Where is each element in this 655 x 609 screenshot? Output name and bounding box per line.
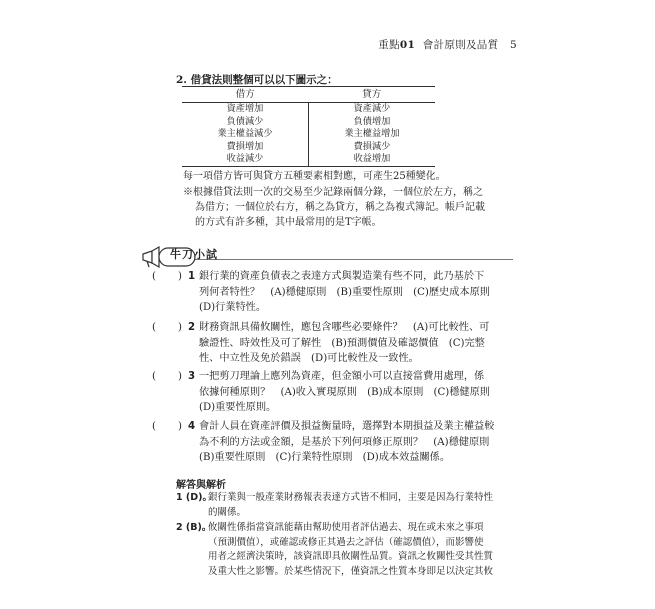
credit-column [309,103,435,166]
quiz-question-4 [152,419,512,466]
answer-line: 的關係。 [208,506,247,518]
credit-item: 費損減少 [353,140,391,152]
debit-header: 借方 [235,89,255,100]
note-line: ※根據借貸法則一次的交易至少記錄兩個分錄，一個位於左方，稱之 [183,187,483,198]
question-text [199,269,512,316]
credit-item: 業主權益增加 [344,128,400,140]
table-bottom-rule [182,166,435,167]
question-line: 性、中立性及免於錯誤 (D)可比較性及一致性。 [199,353,419,364]
note-combinations: 每一項借方皆可與貸方五種要素相對應，可產生25種變化。 [183,171,446,182]
debit-credit-table [182,86,435,167]
section-title: 2. 借貸法則整個可以以下圖示之： [176,74,338,86]
note-double-entry [183,185,513,230]
debit-item: 收益減少 [226,153,264,165]
header-prefix: 重點 [378,39,400,51]
quiz-question-2 [152,320,512,367]
question-line: 驗證性、時效性及可了解性 (B)預測價值及確認價值 (C)完整 [199,337,485,349]
note-line: 的方式有許多種，其中最常用的是T字帳。 [195,217,382,228]
credit-header: 貸方 [362,89,382,100]
table-body [182,103,435,166]
answer-paren-left: ( [152,421,156,432]
header-number: 01 [399,39,416,51]
answer-paren-right: ) [178,371,182,382]
question-line: 列何者特性？ (A)穩健原則 (B)重要性原則 (C)歷史成本原則 [199,286,490,298]
question-line: 為不利的方法或金額，是基於下列何項修正原則？ (A)穩健原則 [199,436,490,448]
question-line: (D)重要性原則。 [199,402,277,413]
answer-paren-left: ( [152,322,156,333]
question-number: 4 [188,421,196,432]
question-text [199,419,512,466]
question-number: 3 [188,371,196,382]
debit-item: 費損增加 [226,140,264,152]
answer-item-1 [176,491,516,520]
answer-line: 及重大性之影響。於某些情況下，僅資訊之性質本身即足以決定其攸 [208,565,494,577]
answer-line: 用者之經濟決策時，該資訊即具攸關性品質。資訊之攸關性受其性質 [208,551,494,562]
answer-line: 銀行業與一般產業財務報表表達方式皆不相同，主要是因為行業特性 [208,492,494,503]
question-number: 2 [188,322,196,333]
question-line: (B)重要性原則 (C)行業特性原則 (D)成本效益關係。 [199,452,451,463]
page-number: 5 [510,39,517,51]
debit-item: 負債減少 [226,115,264,127]
quiz-title: 牛刀小試 [170,248,218,261]
answer-text [208,491,516,520]
answer-paren-right: ) [178,322,182,333]
answers-title: 解答與解析 [176,480,226,491]
question-line: 依據何種原則？ (A)收入實現原則 (B)成本原則 (C)穩健原則 [199,386,490,398]
question-line: 財務資訊具備攸關性，應包含哪些必要條件？ (A)可比較性、可 [199,322,490,333]
table-header-row [182,87,435,103]
answer-paren-right: ) [178,421,182,432]
credit-item: 資產減少 [353,103,391,114]
debit-item: 業主權益減少 [217,128,273,140]
answer-line: （預測價值），或確認或修正其過去之評估（確認價值），而影響使 [208,536,484,548]
answer-label: 2 (B)。 [176,522,212,533]
note-line: 為借方；一個位於右方，稱之為貸方，稱之為複式簿記。帳戶記載 [195,202,485,213]
answer-paren-right: ) [178,271,182,282]
question-line: 會計人員在資產評價及損益衡量時，選擇對本期損益及業主權益較 [199,421,495,432]
answer-paren-left: ( [152,371,156,382]
credit-item: 負債增加 [353,115,391,127]
question-number: 1 [188,271,196,282]
header-title: 會計原則及品質 [422,39,499,51]
answer-paren-left: ( [152,271,156,282]
question-text [199,369,512,416]
answer-item-2 [176,521,516,579]
debit-column [182,103,309,166]
question-line: 銀行業的資產負債表之表達方式與製造業有些不同，此乃基於下 [199,271,485,282]
page-header [378,37,517,52]
question-line: 一把剪刀理論上應列為資產，但金額小可以直接當費用處理，係 [199,371,485,382]
question-line: (D)行業特性。 [199,302,267,313]
question-text [199,320,512,367]
answer-label: 1 (D)。 [176,492,212,503]
answer-line: 攸關性係指當資訊能藉由幫助使用者評估過去、現在或未來之事項 [208,522,484,533]
quiz-question-3 [152,369,512,416]
quiz-question-1 [152,269,512,316]
answer-text [208,521,516,579]
credit-item: 收益增加 [353,153,391,165]
debit-item: 資產增加 [226,103,264,114]
